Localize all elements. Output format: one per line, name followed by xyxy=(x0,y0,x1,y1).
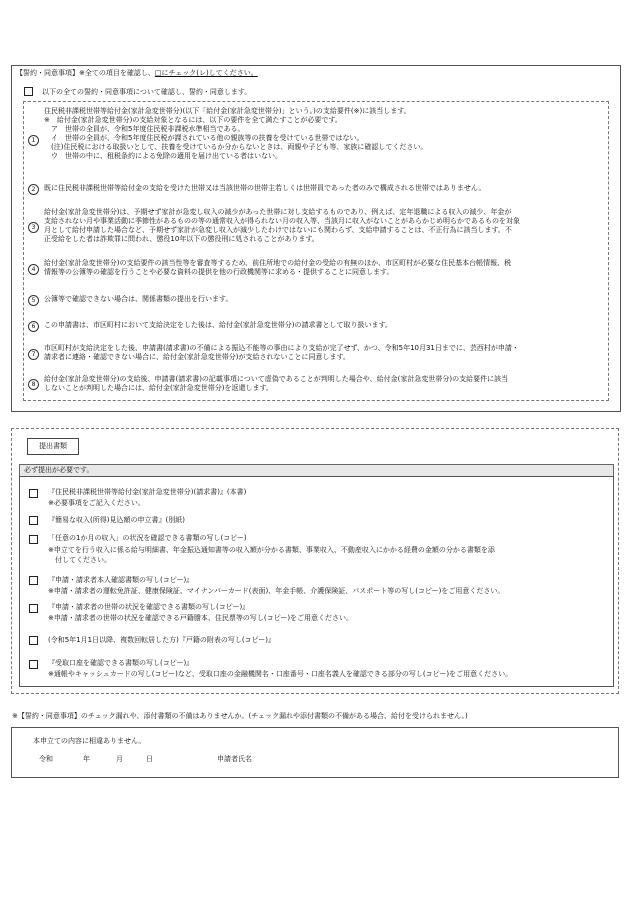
doc-6-label: (令和5年1月1日以降、複数回転居した方)『戸籍の附表の写し(コピー)』 xyxy=(48,636,276,644)
applicant-name-label: 申請者氏名 xyxy=(217,755,252,763)
pledge-header-label: 【誓約・同意事項】※全ての項目を確認し、 xyxy=(16,69,155,77)
pledge-item-4 xyxy=(44,259,511,277)
signature-day: 日 xyxy=(146,755,153,763)
item-3-line: 給付金(家計急変世帯分)は、予期せず家計が急変し収入の減少があった世帯に対し支給するものであり、例えば、定年退職による収入の減少、年金が xyxy=(44,208,512,216)
doc-5-label: 『申請・請求者の世帯の状況を確認できる書類の写し(コピー)』 xyxy=(48,603,250,611)
item-1-line: ※ 給付金(家計急変世帯分)の支給対象となるには、以下の要件を全て満たすことが必要です。 xyxy=(44,116,342,124)
item-1-line: イ 世帯の全員が、令和5年度住民税が課されている他の親族等の扶養を受けている世帯ではない。 xyxy=(44,134,364,142)
item-7-line: 市区町村が支給決定をした後、申請書(請求書)の不備による振込不能等の事由により支給が完了せず、かつ、令和5年10月31日までに、芸西村が申請・ xyxy=(44,344,519,352)
confirm-all-label: 以下の全ての誓約・同意事項について確認し、誓約・同意します。 xyxy=(42,88,252,96)
item-7-number: 7 xyxy=(28,349,39,360)
item-1-number: 1 xyxy=(28,135,39,146)
doc-4-label: 『申請・請求者本人確認書類の写し(コピー)』 xyxy=(48,576,194,584)
signature-era: 令和 xyxy=(39,755,53,763)
pledge-item-3 xyxy=(44,208,520,244)
doc-5-note: ※申請・請求者の世帯の状況を確認できる戸籍謄本、住民票等の写し(コピー)をご用意ください。 xyxy=(48,614,354,622)
item-1-line: ウ 世帯の中に、租税条約による免除の適用を届け出ている者はいない。 xyxy=(44,152,282,160)
pledge-header xyxy=(16,69,258,78)
docs-title: 提出書類 xyxy=(27,438,79,455)
signature-year: 年 xyxy=(83,755,90,763)
pledge-item-1 xyxy=(44,107,427,161)
doc-7-note: ※通帳やキャッシュカードの写し(コピー)など、受取口座の金融機関名・口座番号・口座名義人を確認できる部分の写し(コピー)をご用意ください。 xyxy=(48,670,513,678)
item-1-line: (注)住民税における取扱いとして、扶養を受けているか分からないときは、両親や子ども等、家族に確認してください。 xyxy=(44,143,428,151)
item-4-line: 情報等の公簿等の確認を行うことや必要な資料の提供を他の行政機関等に求める・提供することに同意します。 xyxy=(44,268,394,276)
pledge-header-emph: □にチェック(レ)してください。 xyxy=(154,69,258,77)
item-8-line: しないことが判明した場合には、給付金(家計急変世帯分)を返還します。 xyxy=(44,384,273,392)
doc-4-note: ※申請・請求者の運転免許証、健康保険証、マイナンバーカード(表面)、年金手帳、介護保険証、パスポート等の写し(コピー)をご用意ください。 xyxy=(48,587,505,595)
item-8-line: 給付金(家計急変世帯分)の支給後、申請書(請求書)の記載事項について虚偽であることが判明した場合や、給付金(家計急変世帯分)の支給要件に該当 xyxy=(44,375,509,383)
doc-1-label: 『住民税非課税世帯等給付金(家計急変世帯分)(請求書)』(本書) xyxy=(48,488,247,496)
doc-1-note: ※必要事項をご記入ください。 xyxy=(48,499,145,507)
item-5-number: 5 xyxy=(28,295,39,306)
applicant-name-field[interactable] xyxy=(262,752,592,766)
pledge-item-2: 既に住民税非課税世帯等給付金の支給を受けた世帯又は当該世帯の世帯主若しくは世帯員であった者のみで構成される世帯ではありません。 xyxy=(44,184,486,192)
pledge-item-6: この申請書は、市区町村において支給決定をした後は、給付金(家計急変世帯分)の請求書として取り扱います。 xyxy=(44,321,392,329)
item-3-line: 正受給をした者は詐欺罪に問われ、懲役10年以下の懲役刑に処されることがあります。 xyxy=(44,235,319,243)
required-note: 必ず提出が必要です。 xyxy=(19,464,614,477)
doc-7-checkbox[interactable] xyxy=(29,660,38,669)
doc-2-checkbox[interactable] xyxy=(29,516,38,525)
pledge-item-7 xyxy=(44,344,519,362)
doc-3-label: 「任意の1か月の収入」の状況を確認できる書類の写し(コピー) xyxy=(48,534,247,542)
item-1-line: ア 世帯の全員が、令和5年度住民税非課税水準相当である。 xyxy=(44,125,245,133)
item-3-line: 支給されない月や事業活動に季節性があるものの等の通常収入が得られない月の収入等、当該月に収入がないことがあらかじめ明らかであるものを対象 xyxy=(44,217,520,225)
item-3-number: 3 xyxy=(28,222,39,233)
pledge-item-8 xyxy=(44,375,508,393)
item-8-number: 8 xyxy=(28,379,39,390)
pledge-item-5: 公簿等で確認できない場合は、関係書類の提出を行います。 xyxy=(44,295,233,303)
item-2-number: 2 xyxy=(28,184,39,195)
doc-3-note: 付してください。 xyxy=(48,556,111,564)
item-4-line: 給付金(家計急変世帯分)の支給要件の該当性等を審査等するため、前住所地での給付金の受給の有無のほか、市区町村が必要な住民基本台帳情報、税 xyxy=(44,259,512,267)
item-1-line: 住民税非課税世帯等給付金(家計急変世帯分)(以下「給付金(家計急変世帯分)」という。)の支給要件(※)に該当します。 xyxy=(44,107,411,115)
signature-statement: 本申立ての内容に相違ありません。 xyxy=(33,737,146,745)
doc-3-note: ※申立てを行う収入に係る給与明細書、年金振込通知書等の収入額が分かる書類、事業収入、不動産収入にかかる経費の金額の分かる書類を添 xyxy=(48,546,495,554)
doc-6-checkbox[interactable] xyxy=(29,636,38,645)
item-3-line: 月として給付申請した場合など、予期せず家計が急変し収入が減少したわけではないにも関わらず、支給申請することは、不正行為に該当します。不 xyxy=(44,226,512,234)
doc-4-checkbox[interactable] xyxy=(29,576,38,585)
doc-3-checkbox[interactable] xyxy=(29,535,38,544)
doc-1-checkbox[interactable] xyxy=(29,489,38,498)
item-4-number: 4 xyxy=(28,264,39,275)
doc-7-label: 『受取口座を確認できる書類の写し(コピー)』 xyxy=(48,659,194,667)
item-7-line: 請求者に連絡・確認できない場合に、給付金(家計急変世帯分)が支給されないことに同意します。 xyxy=(44,353,350,361)
signature-month: 月 xyxy=(116,755,123,763)
check-warning: ※【誓約・同意事項】のチェック漏れや、添付書類の不備はありませんか。(チェック漏れや添付書類の不備がある場合、給付を受けられません。) xyxy=(12,712,468,720)
confirm-all-checkbox[interactable] xyxy=(24,87,33,96)
doc-5-checkbox[interactable] xyxy=(29,604,38,613)
doc-2-label: 『簡易な収入(所得)見込額の申立書』(別紙) xyxy=(48,516,185,524)
item-6-number: 6 xyxy=(28,321,39,332)
